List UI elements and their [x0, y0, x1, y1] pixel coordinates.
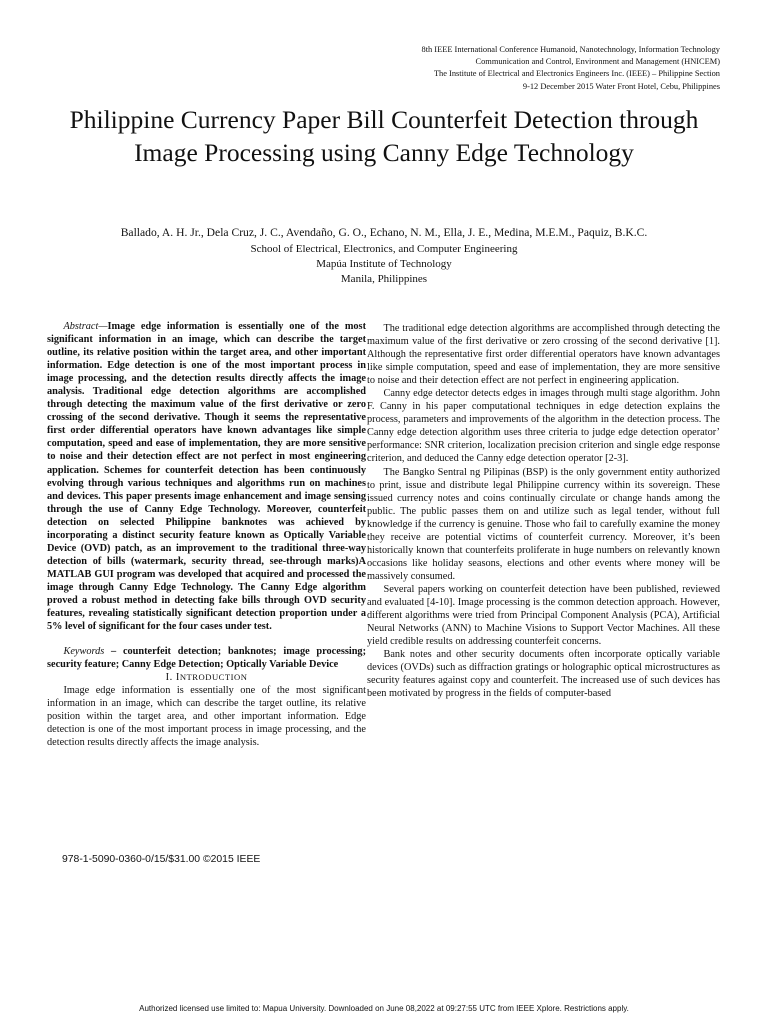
affiliation-line: Mapúa Institute of Technology: [316, 258, 452, 270]
introduction-paragraph: Image edge information is essentially one of the most significant information in an image, which can describe the target outline, its relative position within the target area, and other important information. Edge detection is one of the most important process in image processing, and the detection results directly affects the image analysis.: [47, 685, 366, 749]
conference-line: The Institute of Electrical and Electronics Engineers Inc. (IEEE) – Philippine Section: [433, 69, 720, 79]
left-column: [47, 320, 366, 750]
body-paragraph: Bank notes and other security documents often incorporate optically variable devices (OVDs) such as diffraction gratings or holographic optical microstructures as security features against copy and counterfeit. The increased use of such devices has been motivated by progress in the fields of computer-based: [367, 649, 720, 700]
abstract-paragraph: [47, 320, 366, 633]
conference-header: [120, 44, 720, 93]
affiliation-line: Manila, Philippines: [340, 273, 428, 285]
copyright-notice: 978-1-5090-0360-0/15/$31.00 ©2015 IEEE: [62, 854, 261, 865]
body-paragraph: The Bangko Sentral ng Pilipinas (BSP) is the only government entity authorized to print, issue and distribute legal Philippine currency within its sovereign. These issued currency notes and coins continually circulate or change hands among the public. The public passes them on and utilize such as legal tender, without full knowledge if the currency is genuine. Those who fail to carefully examine the money they receive are potential victims of counterfeit currency. Moreover, it’s been historically known that counterfeits proliferate in huge numbers on relevantly known occasions like holiday seasons, elections and other events where money will be massively consumed.: [367, 466, 720, 582]
conference-line: 9-12 December 2015 Water Front Hotel, Cebu, Philippines: [522, 81, 720, 91]
download-footer: Authorized licensed use limited to: Mapua University. Downloaded on June 08,2022 at 09:27:55 UTC from IEEE Xplore. Restrictions apply.: [139, 1004, 629, 1013]
section-title-initial: I: [175, 672, 180, 684]
abstract: [47, 320, 366, 633]
abstract-text: Image edge information is essentially one of the most significant information in an image, which can describe the target outline, its relative position within the target area, and other important information. Edge detection is one of the most important process in image processing, and the detection results directly affects the image analysis. Traditional edge detection algorithms are accomplished through detecting the maximum value of the first derivative or zero crossing of the second derivative. Though it seems the representative first order differential operators have known advantages like simple computation, speed and ease of implementation, they are more sensitive to noise and their detection effect are not perfect in most engineering application. Schemes for counterfeit detection has been continuously evolving through various techniques and algorithms run on machines and devices. This paper presents image enhancement and image sensing through the use of Canny Edge Technology. Moreover, counterfeit detection on selected Philippine banknotes was achieved by incorporating a distinct security feature known as Optically Variable Device (OVD) patch, as an improvement to the traditional three-way detection of bills (watermark, security thread, see-through marks)A MATLAB GUI program was developed that acquired and processed the image through Canny Edge Technology. The Canny Edge algorithm proved a robust method in detecting fake bills through OVD security features, revealing statistically significant detection proportion under a 5% level of significant for the four cases under test.: [47, 321, 366, 633]
right-column: [367, 322, 720, 700]
section-title-rest: NTRODUCTION: [179, 672, 248, 683]
body-paragraph: Canny edge detector detects edges in images through multi stage algorithm. John F. Canny in his paper computational techniques in edge detection explains the process, parameters and improvements of the algorithm in the detection process. The Canny edge detection algorithm uses three criteria to judge edge detection operator’ performance: SNR criterion, localization precision criterion and single edge response criterion, and deduced the Canny edge detection operator [2-3].: [367, 388, 720, 465]
section-heading-introduction: [47, 671, 366, 684]
abstract-label: Abstract: [63, 321, 99, 332]
body-paragraph: Several papers working on counterfeit detection have been published, reviewed and evaluated [4-10]. Image processing is the common detection approach. However, different algorithms were tried from Principal Component Analysis (PCA), Artificial Neural Networks (ANN) to Machine Visions to Support Vector Machines. All these yield credible results on addressing counterfeit concerns.: [367, 583, 720, 648]
abstract-dash: —: [98, 321, 108, 332]
section-number: I.: [165, 672, 173, 684]
affiliation: [84, 242, 684, 287]
affiliation-line: School of Electrical, Electronics, and Computer Engineering: [250, 243, 518, 255]
paper-title: Philippine Currency Paper Bill Counterfeit Detection through Image Processing using Canny Edge Technology: [69, 105, 699, 167]
keywords-text: – counterfeit detection; banknotes; image processing; security feature; Canny Edge Detection; Optically Variable Device: [47, 646, 366, 671]
body-paragraph: The traditional edge detection algorithms are accomplished through detecting the maximum value of the first derivative or zero crossing of the second derivative [1]. Although the representative first order differential operators have known advantages like simple computation, speed and ease of implementation, they are more sensitive to noise and their detection effect are not perfect in engineering application.: [367, 323, 720, 387]
keywords-label: Keywords: [63, 646, 105, 658]
author-list: Ballado, A. H. Jr., Dela Cruz, J. C., Avendaño, G. O., Echano, N. M., Ella, J. E., Medina, M.E.M., Paquiz, B.K.C.: [120, 226, 648, 239]
conference-line: Communication and Control, Environment and Management (HNICEM): [475, 57, 720, 67]
keywords: [47, 645, 366, 671]
conference-line: 8th IEEE International Conference Humanoid, Nanotechnology, Information Technology: [421, 45, 720, 54]
